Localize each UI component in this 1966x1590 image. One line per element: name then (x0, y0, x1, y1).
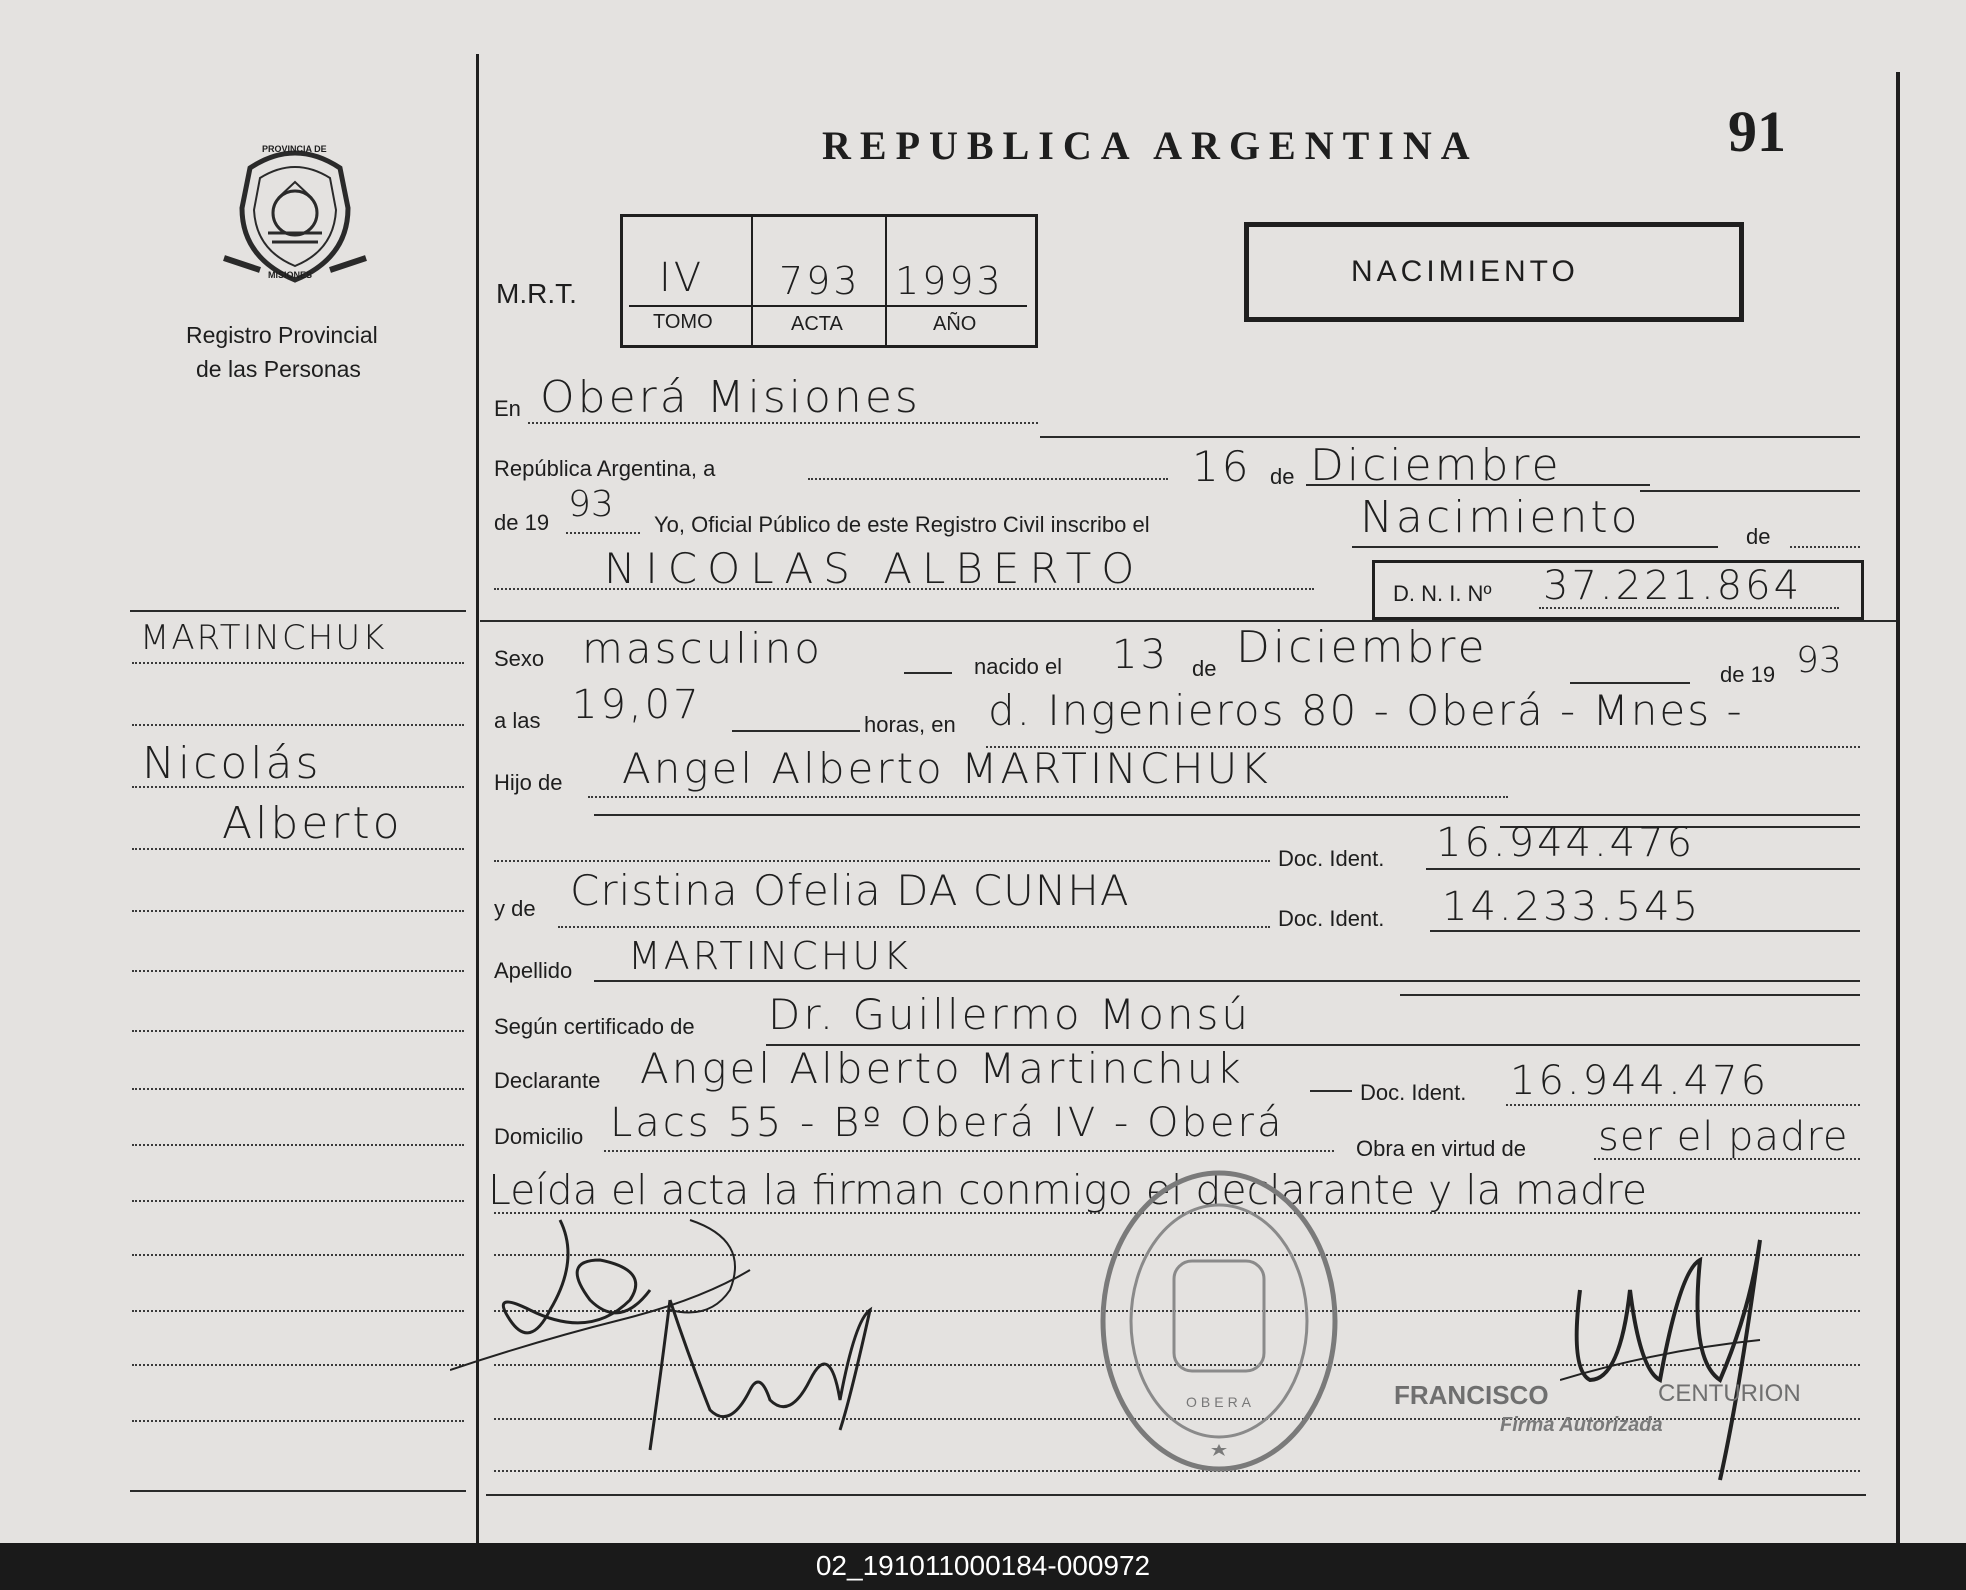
madre-doc-label: Doc. Ident. (1278, 906, 1385, 931)
fill-line (1400, 994, 1860, 996)
margin-rule (132, 1420, 464, 1422)
tomo-label: TOMO (653, 311, 713, 333)
anio-label: AÑO (933, 313, 977, 335)
tomo-value: IV (659, 255, 705, 301)
birth-month-value: Diciembre (1236, 622, 1488, 673)
declarante-label: Declarante (494, 1068, 601, 1093)
official-surname-stamp: CENTURION (1658, 1380, 1801, 1407)
official-title-stamp: Firma Autorizada (1500, 1414, 1663, 1436)
anio-value: 1993 (895, 259, 1004, 303)
official-signature-icon (1560, 1230, 1780, 1490)
official-name-stamp: FRANCISCO (1394, 1380, 1549, 1410)
act-type-label: NACIMIENTO (1351, 255, 1579, 288)
domicilio-label: Domicilio (494, 1124, 584, 1149)
margin-rule (130, 1490, 466, 1492)
fill-line (1790, 546, 1860, 548)
birth-year-prefix: de 19 (1720, 662, 1776, 687)
margin-rule (132, 724, 464, 726)
padre-doc-value: 16.944.476 (1436, 820, 1696, 866)
obra-value: ser el padre (1598, 1114, 1849, 1160)
apellido-value: MARTINCHUK (628, 934, 912, 978)
fill-line (594, 814, 1860, 816)
record-box-value-rule (629, 305, 1027, 307)
margin-rule (132, 1088, 464, 1090)
fill-line (1352, 546, 1718, 548)
seal-bottom-text: OBERA (1186, 1394, 1256, 1410)
certificado-label: Según certificado de (494, 1014, 695, 1039)
fill-line (494, 860, 1270, 862)
right-page-edge (1896, 72, 1900, 1543)
fill-line (904, 672, 952, 674)
nacido-label: nacido el (974, 654, 1063, 679)
record-box-divider (885, 217, 887, 345)
seal-text-bottom: MISIONES (268, 270, 313, 280)
fill-line (486, 1494, 1866, 1496)
record-box (620, 214, 1038, 348)
year-prefix: de 19 (494, 510, 550, 535)
fill-line (808, 478, 1168, 480)
image-caption: 02_191011000184-000972 (815, 1550, 1151, 1581)
record-box-divider (751, 217, 753, 345)
sexo-label: Sexo (494, 646, 545, 671)
margin-rule (130, 610, 466, 612)
en-value: Oberá Misiones (540, 372, 921, 423)
margin-surname: MARTINCHUK (140, 618, 387, 658)
fill-line (558, 926, 1270, 928)
fill-line (604, 1150, 1334, 1152)
y-de-label: y de (494, 896, 536, 921)
hijo-label: Hijo de (494, 770, 563, 795)
section-rule (480, 620, 1896, 622)
margin-rule (132, 1200, 464, 1202)
en-label: En (494, 396, 521, 421)
fill-line (1594, 1158, 1860, 1160)
leida-value: Leída el acta la firman conmigo el declarante y la madre (488, 1166, 1648, 1214)
declarante-value: Angel Alberto Martinchuk (640, 1044, 1244, 1093)
birth-year-value: 93 (1796, 640, 1842, 681)
day-value: 16 (1192, 442, 1252, 491)
madre-value: Cristina Ofelia DA CUNHA (570, 866, 1130, 915)
republica-label: República Argentina, a (494, 456, 716, 481)
round-seal-icon (1094, 1166, 1344, 1476)
mrt-label: M.R.T. (496, 278, 577, 309)
page-title: REPUBLICA ARGENTINA (822, 123, 1479, 168)
dni-box (1372, 560, 1864, 620)
domicilio-value: Lacs 55 - Bº Oberá IV - Oberá (610, 1100, 1285, 1146)
name-value: NICOLAS ALBERTO (604, 544, 1145, 593)
margin-given-name-2: Alberto (222, 798, 403, 849)
fill-line (1040, 436, 1860, 438)
official-round-seal (1094, 1166, 1344, 1476)
dni-label: D. N. I. Nº (1393, 581, 1492, 606)
margin-rule (132, 1144, 464, 1146)
hora-value: 19,07 (572, 682, 702, 728)
fill-line (1506, 1104, 1860, 1106)
padre-doc-label: Doc. Ident. (1278, 846, 1385, 871)
margin-given-name-1: Nicolás (142, 738, 322, 789)
sexo-value: masculino (582, 624, 823, 673)
fill-line (1426, 868, 1860, 870)
fill-line (732, 730, 860, 732)
acta-value: 793 (779, 259, 861, 303)
fill-line (588, 796, 1508, 798)
margin-rule (132, 1030, 464, 1032)
margin-rule (132, 1364, 464, 1366)
registry-name-line1: Registro Provincial (186, 322, 378, 348)
mother-signature-icon (640, 1280, 900, 1460)
act-type-box (1244, 222, 1744, 322)
margin-rule (132, 1310, 464, 1312)
fill-line (1640, 490, 1860, 492)
de-label-3: de (1192, 656, 1217, 681)
fill-line (1430, 930, 1860, 932)
fill-line (566, 532, 640, 534)
obra-label: Obra en virtud de (1356, 1136, 1526, 1161)
month-value: Diciembre (1310, 440, 1562, 491)
declarante-doc-value: 16.944.476 (1510, 1058, 1770, 1104)
seal-text-top: PROVINCIA DE (262, 144, 327, 154)
fill-line (1310, 1090, 1352, 1092)
acto-value: Nacimiento (1360, 492, 1641, 543)
lugar-value: d. Ingenieros 80 - Oberá - Mnes - (988, 686, 1744, 735)
margin-rule (132, 662, 464, 664)
inscribo-text: Yo, Oficial Público de este Registro Civil inscribo el (654, 512, 1150, 537)
margin-rule (132, 970, 464, 972)
fill-line (1570, 682, 1690, 684)
horas-label: horas, en (864, 712, 956, 737)
apellido-label: Apellido (494, 958, 573, 983)
de-label-2: de (1746, 524, 1771, 549)
province-seal-icon (220, 138, 370, 288)
madre-doc-value: 14.233.545 (1442, 884, 1702, 930)
registry-name-line2: de las Personas (196, 356, 361, 382)
margin-rule (132, 910, 464, 912)
page-number: 91 (1728, 99, 1786, 164)
declarante-doc-label: Doc. Ident. (1360, 1080, 1467, 1105)
year-value: 93 (568, 484, 614, 525)
padre-value: Angel Alberto MARTINCHUK (622, 744, 1271, 793)
dni-value: 37.221.864 (1543, 563, 1803, 609)
a-las-label: a las (494, 708, 541, 733)
fill-line (1539, 607, 1839, 609)
margin-rule (132, 1254, 464, 1256)
fill-line (594, 980, 1860, 982)
de-label: de (1270, 464, 1295, 489)
acta-label: ACTA (791, 313, 843, 335)
certificado-value: Dr. Guillermo Monsú (768, 990, 1252, 1039)
birth-day-value: 13 (1112, 632, 1169, 678)
